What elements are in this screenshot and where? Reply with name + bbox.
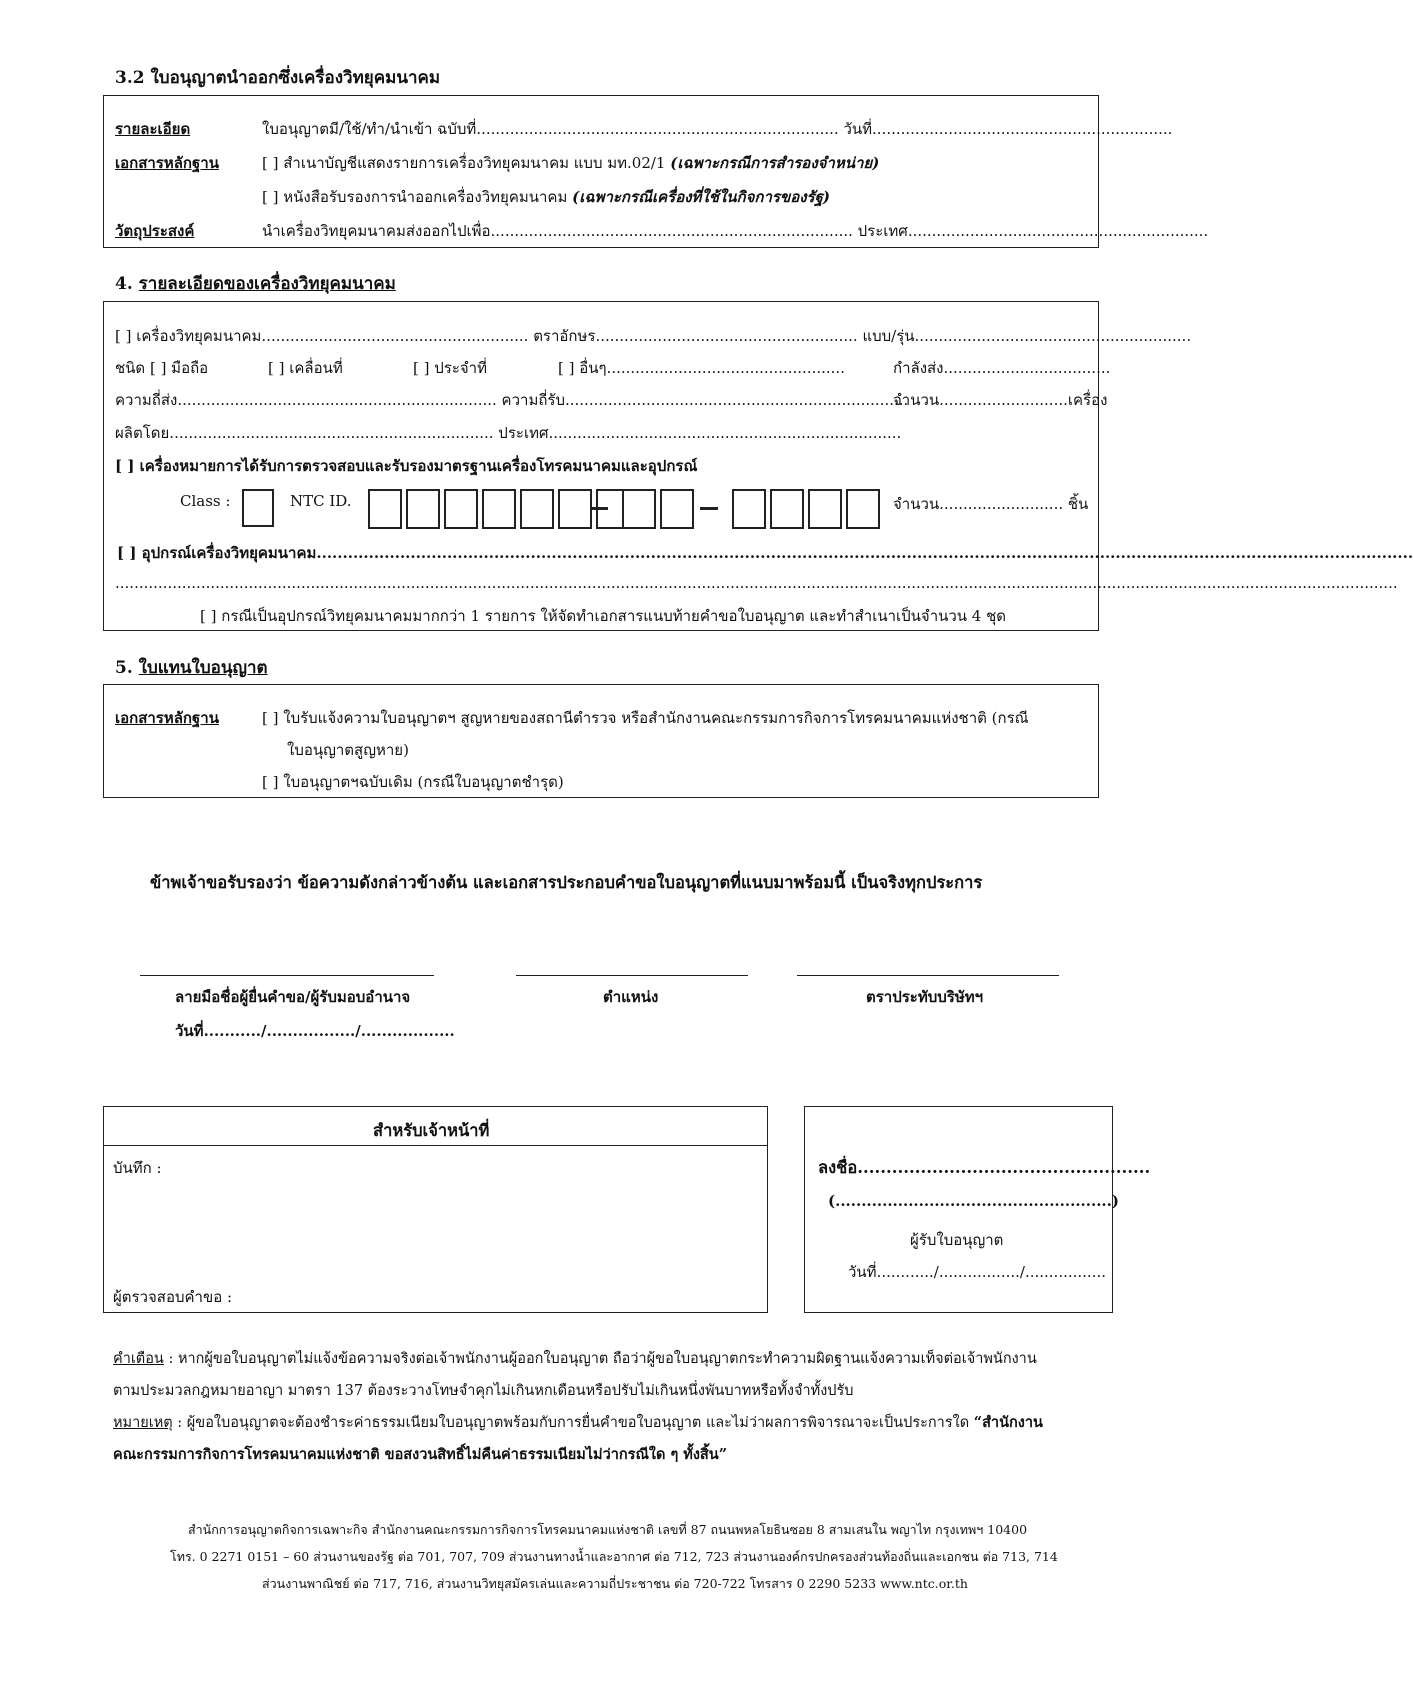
officer-title: สำหรับเจ้าหน้าที่	[373, 1121, 490, 1140]
seal-signature-line[interactable]	[797, 975, 1059, 976]
detail-label: รายละเอียด	[115, 120, 191, 138]
docs-label: เอกสารหลักฐาน	[115, 154, 219, 172]
section-5-title: 5. ใบแทนใบอนุญาต	[115, 658, 268, 678]
footer-contacts: ส่วนงานพาณิชย์ ต่อ 717, 716, ส่วนงานวิทยุสมัครเล่นและความถี่ประชาชน ต่อ 720-722 โทรสาร 0 2290 5233 www.ntc.or.th	[262, 1576, 968, 1591]
s5-doc1-continued: ใบอนุญาตสูญหาย)	[287, 741, 409, 759]
ntc-id-digit[interactable]	[808, 489, 842, 529]
type-fixed-checkbox[interactable]: [ ] ประจำที่	[413, 359, 487, 377]
ntc-id-digit[interactable]	[444, 489, 478, 529]
s5-doc2-checkbox[interactable]: [ ] ใบอนุญาตฯฉบับเดิม (กรณีใบอนุญาตชำรุด)	[262, 773, 564, 791]
section-5-box	[103, 684, 1099, 798]
s5-doc1-checkbox[interactable]: [ ] ใบรับแจ้งความใบอนุญาตฯ สูญหายของสถานีตำรวจ หรือสำนักงานคณะกรรมการกิจการโทรคมนาคมแห่งชาติ (กรณี	[262, 709, 1029, 727]
multiple-items-note[interactable]: [ ] กรณีเป็นอุปกรณ์วิทยุคมนาคมมากกว่า 1 รายการ ให้จัดทำเอกสารแนบท้ายคำขอใบอนุญาต และทำสำเนาเป็นจำนวน 4 ชุด	[200, 607, 1007, 625]
ntc-id-digit[interactable]	[770, 489, 804, 529]
officer-checker-field[interactable]: ผู้ตรวจสอบคำขอ :	[113, 1288, 233, 1306]
quantity-field[interactable]: จำนวน...........................เครื่อง	[893, 391, 1108, 409]
ntc-id-label: NTC ID.	[290, 492, 352, 510]
applicant-date-field[interactable]: วันที่.........../................./..................	[175, 1022, 455, 1040]
standard-mark-checkbox[interactable]: [ ] เครื่องหมายการได้รับการตรวจสอบและรับรองมาตรฐานเครื่องโทรคมนาคมและอุปกรณ์	[115, 457, 698, 475]
ntc-id-digit[interactable]	[622, 489, 656, 529]
device-row[interactable]: [ ] เครื่องวิทยุคมนาคม........................................................ ตราอักษร....................................................... แบบ/รุ่น..........................................................	[115, 327, 1192, 345]
receiver-sign-field[interactable]: ลงชื่อ...................................................	[818, 1158, 1151, 1177]
receiver-name-field[interactable]: (.....................................................)	[828, 1192, 1119, 1210]
s5-docs-label: เอกสารหลักฐาน	[115, 709, 219, 727]
ntc-id-digit[interactable]	[368, 489, 402, 529]
accessory-checkbox[interactable]: [ ] อุปกรณ์เครื่องวิทยุคมนาคม..................................................................................................................................................................................................................	[117, 544, 1413, 562]
type-handheld-checkbox[interactable]: ชนิด [ ] มือถือ	[115, 359, 209, 377]
detail-field[interactable]: ใบอนุญาตมี/ใช้/ทำ/นำเข้า ฉบับที่............................................................................ วันที่...............................................................	[262, 120, 1173, 138]
purpose-label: วัตถุประสงค์	[115, 222, 195, 240]
warning-line-2: ตามประมวลกฎหมายอาญา มาตรา 137 ต้องระวางโทษจำคุกไม่เกินหกเดือนหรือปรับไม่เกินหนึ่งพันบาทหรือทั้งจำทั้งปรับ	[113, 1383, 854, 1399]
warning-line-1: คำเตือน : หากผู้ขอใบอนุญาตไม่แจ้งข้อความจริงต่อเจ้าพนักงานผู้ออกใบอนุญาต ถือว่าผู้ขอใบอนุญาตกระทำความผิดฐานแจ้งความเท็จต่อเจ้าพนักงาน	[113, 1351, 1037, 1367]
maker-field[interactable]: ผลิตโดย.................................................................... ประเทศ..........................................................................	[115, 424, 902, 442]
officer-notes-field[interactable]: บันทึก :	[113, 1159, 162, 1177]
ntc-id-dash	[590, 507, 608, 510]
ntc-id-digit[interactable]	[660, 489, 694, 529]
purpose-field[interactable]: นำเครื่องวิทยุคมนาคมส่งออกไปเพื่อ............................................................................ ประเทศ...............................................................	[262, 222, 1209, 240]
class-box[interactable]	[242, 489, 274, 527]
type-other-checkbox[interactable]: [ ] อื่นๆ..................................................	[558, 359, 845, 377]
position-label: ตำแหน่ง	[603, 988, 659, 1006]
ntc-id-digit[interactable]	[406, 489, 440, 529]
remark-line-2: คณะกรรมการกิจการโทรคมนาคมแห่งชาติ ขอสงวนสิทธิ์ไม่คืนค่าธรรมเนียมไม่ว่ากรณีใด ๆ ทั้งสิ้น”	[113, 1446, 728, 1463]
power-field[interactable]: กำลังส่ง...................................	[893, 359, 1111, 377]
footer-phone: โทร. 0 2271 0151 – 60 ส่วนงานของรัฐ ต่อ 701, 707, 709 ส่วนงานทางน้ำและอากาศ ต่อ 712, 723 ส่วนงานองค์กรปกครองส่วนท้องถิ่นและเอกชน ต่อ 713, 714	[170, 1549, 1058, 1564]
ntc-id-digit[interactable]	[732, 489, 766, 529]
applicant-signature-line[interactable]	[140, 975, 434, 976]
certification-statement: ข้าพเจ้าขอรับรองว่า ข้อความดังกล่าวข้างต้น และเอกสารประกอบคำขอใบอนุญาตที่แนบมาพร้อมนี้ เป็นจริงทุกประการ	[150, 873, 983, 892]
ntc-id-digit[interactable]	[558, 489, 592, 529]
accessory-dots-line[interactable]: .............................................................................................................................................................................................................................................................................	[115, 574, 1398, 592]
footer-address: สำนักการอนุญาตกิจการเฉพาะกิจ สำนักงานคณะกรรมการกิจการโทรคมนาคมแห่งชาติ เลขที่ 87 ถนนพหลโยธินซอย 8 สามเสนใน พญาไท กรุงเทพฯ 10400	[188, 1522, 1028, 1537]
ntc-id-dash	[700, 507, 718, 510]
ntc-id-digit[interactable]	[482, 489, 516, 529]
applicant-signature-label: ลายมือชื่อผู้ยื่นคำขอ/ผู้รับมอบอำนาจ	[175, 988, 411, 1006]
position-signature-line[interactable]	[516, 975, 748, 976]
section-3-2-title: 3.2 ใบอนุญาตนำออกซึ่งเครื่องวิทยุคมนาคม	[115, 68, 441, 88]
ntc-id-digit[interactable]	[846, 489, 880, 529]
officer-divider	[103, 1145, 768, 1146]
class-label: Class :	[180, 492, 231, 510]
piece-qty-field[interactable]: จำนวน.......................... ชิ้น	[893, 495, 1089, 513]
receiver-date-field[interactable]: วันที่............/................./.................	[848, 1263, 1107, 1281]
ntc-id-digit[interactable]	[520, 489, 554, 529]
doc2-checkbox[interactable]: [ ] หนังสือรับรองการนำออกเครื่องวิทยุคมนาคม (เฉพาะกรณีเครื่องที่ใช้ในกิจการของรัฐ)	[262, 188, 830, 206]
remark-line-1: หมายเหตุ : ผู้ขอใบอนุญาตจะต้องชำระค่าธรรมเนียมใบอนุญาตพร้อมกับการยื่นคำขอใบอนุญาต และไม่ว่าผลการพิจารณาจะเป็นประการใด “สำนักงาน	[113, 1414, 1043, 1431]
receiver-role-label: ผู้รับใบอนุญาต	[910, 1231, 1004, 1249]
section-4-title: 4. รายละเอียดของเครื่องวิทยุคมนาคม	[115, 274, 396, 294]
doc1-checkbox[interactable]: [ ] สำเนาบัญชีแสดงรายการเครื่องวิทยุคมนาคม แบบ มท.02/1 (เฉพาะกรณีการสำรองจำหน่าย)	[262, 154, 880, 172]
company-seal-label: ตราประทับบริษัทฯ	[866, 988, 984, 1006]
frequency-field[interactable]: ความถี่ส่ง................................................................... ความถี่รับ........................................................................	[115, 391, 909, 409]
type-mobile-checkbox[interactable]: [ ] เคลื่อนที่	[268, 359, 343, 377]
